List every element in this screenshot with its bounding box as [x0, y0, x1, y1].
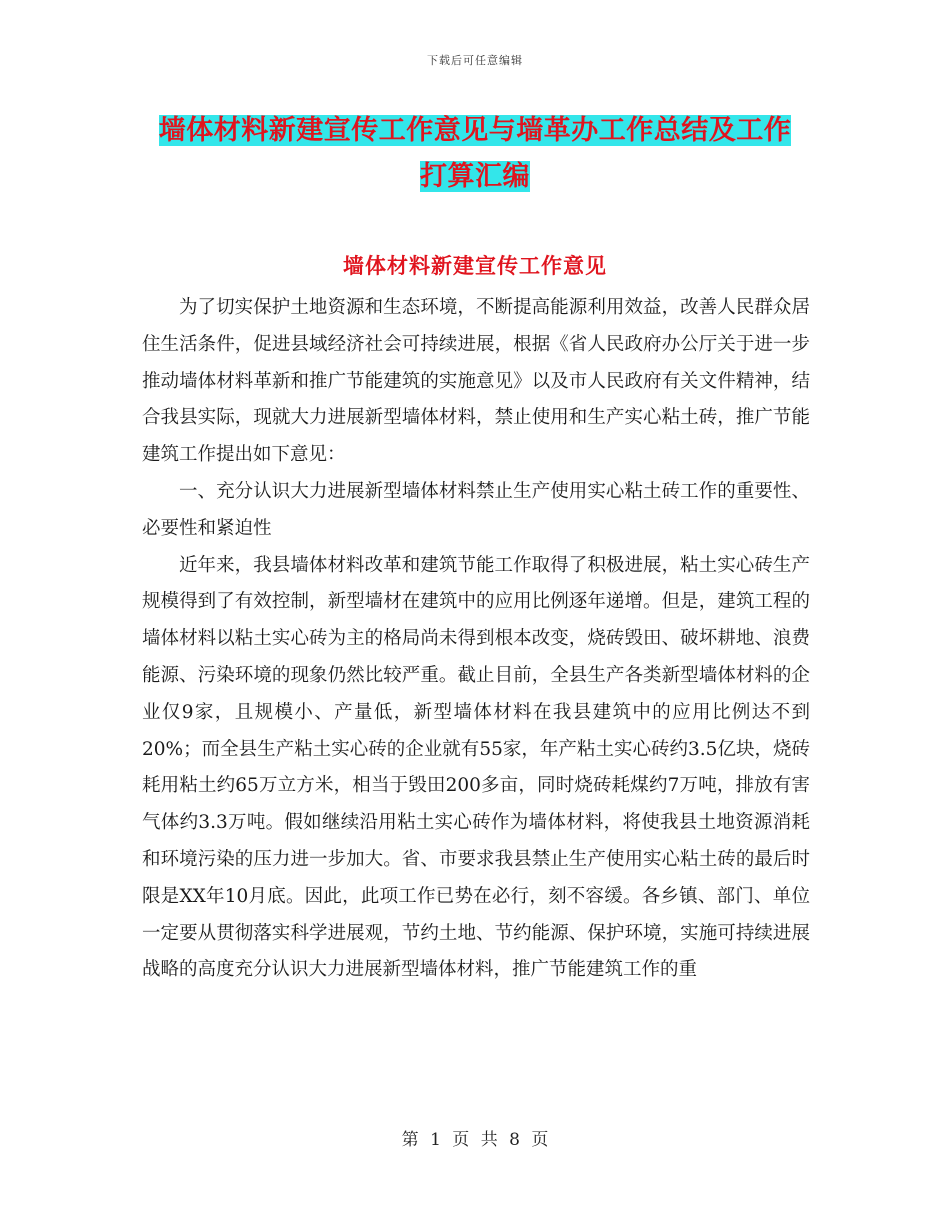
- body-paragraph-background: 近年来，我县墙体材料改革和建筑节能工作取得了积极进展，粘土实心砖生产规模得到了有效控制，新型墙材在建筑中的应用比例逐年递增。但是，建筑工程的墙体材料以粘土实心砖为主的格局尚未得到根本改变，烧砖毁田、破坏耕地、浪费能源、污染环境的现象仍然比较严重。截止目前，全县生产各类新型墙体材料的企业仅9家，且规模小、产量低，新型墙体材料在我县建筑中的应用比例达不到20%；而全县生产粘土实心砖的企业就有55家，年产粘土实心砖约3.5亿块，烧砖耗用粘土约65万立方米，相当于毁田200多亩，同时烧砖耗煤约7万吨，排放有害气体约3.3万吨。假如继续沿用粘土实心砖作为墙体材料，将使我县土地资源消耗和环境污染的压力进一步加大。省、市要求我县禁止生产使用实心粘土砖的最后时限是XX年10月底。因此，此项工作已势在必行，刻不容缓。各乡镇、部门、单位一定要从贯彻落实科学进展观，节约土地、节约能源、保护环境，实施可持续进展战略的高度充分认识大力进展新型墙体材料，推广节能建筑工作的重: [142, 554, 810, 981]
- body-paragraph-heading-1: 一、充分认识大力进展新型墙体材料禁止生产使用实心粘土砖工作的重要性、必要性和紧迫性: [142, 480, 810, 539]
- body-paragraph-intro: 为了切实保护土地资源和生态环境，不断提高能源利用效益，改善人民群众居住生活条件，促进县域经济社会可持续进展，根据《省人民政府办公厅关于进一步推动墙体材料革新和推广节能建筑的实施意见》以及市人民政府有关文件精神，结合我县实际，现就大力进展新型墙体材料，禁止使用和生产实心粘土砖，推广节能建筑工作提出如下意见：: [142, 297, 810, 466]
- document-title: [110, 108, 840, 200]
- document-body: [142, 290, 810, 989]
- page-header-note: 下载后可任意编辑: [427, 54, 523, 67]
- section-title: 墙体材料新建宣传工作意见: [343, 254, 607, 278]
- document-title-line-2: 打算汇编: [420, 161, 530, 192]
- document-title-line-1: 墙体材料新建宣传工作意见与墙革办工作总结及工作: [158, 115, 792, 146]
- page-number-footer: 第 1 页 共 8 页: [401, 1130, 549, 1150]
